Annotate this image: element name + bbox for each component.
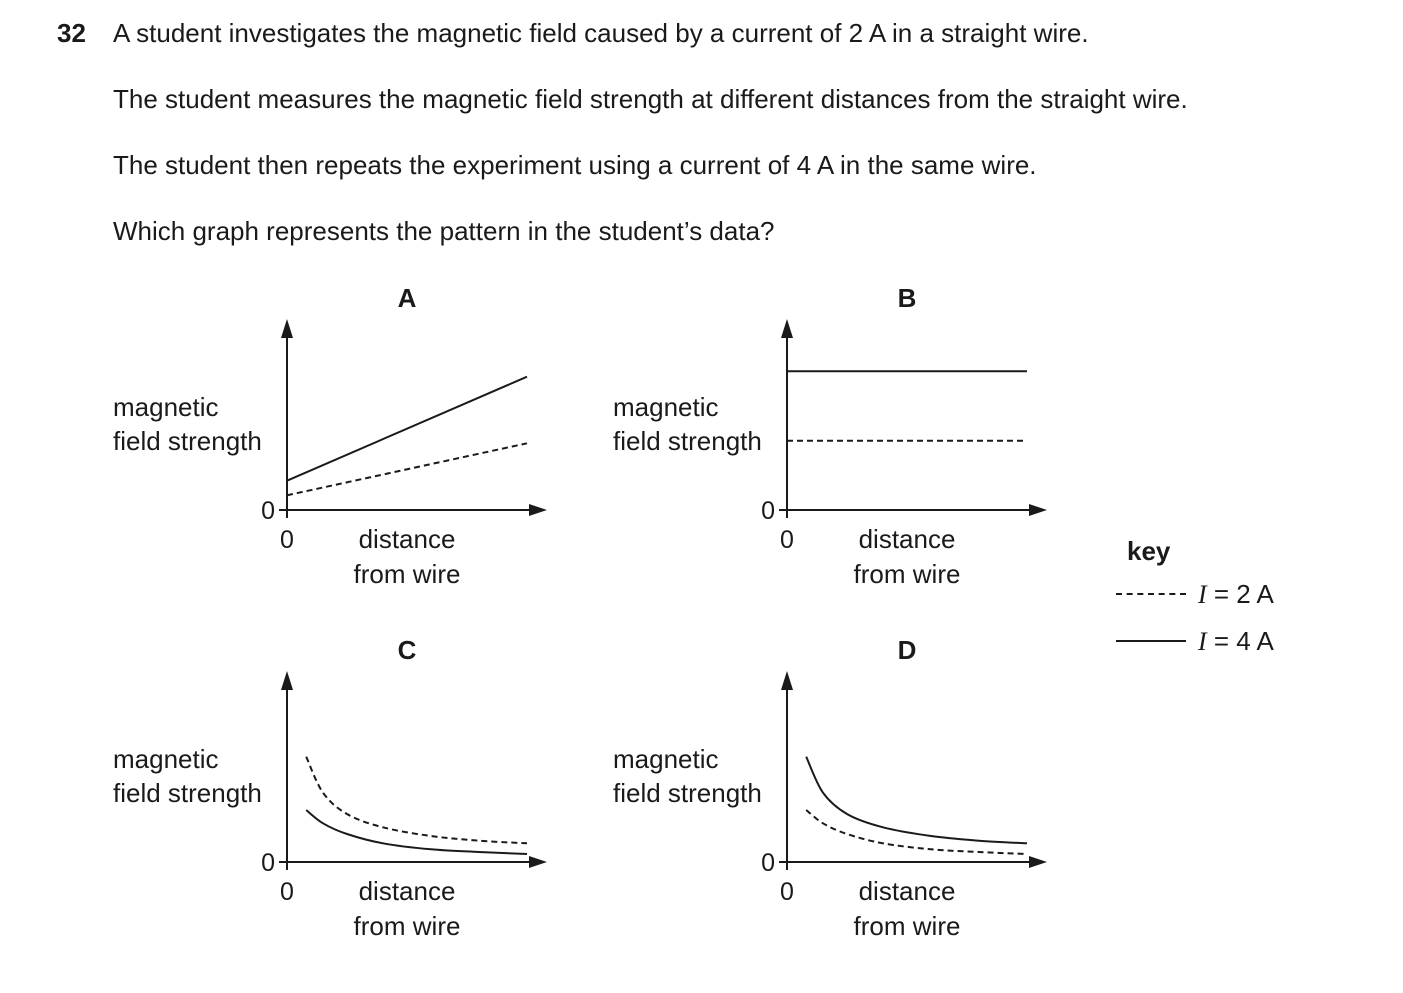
chart-d-x-axis-arrow: [1029, 856, 1047, 868]
chart-d-y-axis-arrow: [781, 671, 793, 690]
chart-c-title: C: [397, 635, 417, 665]
question-text-line-2: The student measures the magnetic field strength at different distances from the straight wire.: [113, 84, 1188, 114]
question-text-line-3: The student then repeats the experiment using a current of 4 A in the same wire.: [113, 150, 1037, 180]
key-value-4a: = 4 A: [1206, 626, 1274, 656]
chart-c-xlabel-line-1: distance: [358, 876, 456, 906]
chart-b-xlabel-line-1: distance: [858, 524, 956, 554]
chart-a-y-origin-label: 0: [261, 497, 275, 525]
chart-d-series-2a-dashed-line: [806, 810, 1027, 854]
chart-d-series-4a-solid-line: [806, 757, 1027, 844]
chart-d-x-origin-label: 0: [780, 878, 794, 906]
chart-c-ylabel-line-2: field strength: [113, 778, 262, 808]
chart-a-x-axis-arrow: [529, 504, 547, 516]
chart-a-y-axis-arrow: [281, 319, 293, 338]
chart-c-series-4a-solid-line: [306, 810, 527, 854]
question-number: 32: [57, 18, 86, 48]
chart-a-x-origin-label: 0: [280, 526, 294, 554]
chart-d-ylabel-line-2: field strength: [613, 778, 762, 808]
key-value-2a: = 2 A: [1206, 579, 1274, 609]
key-title: key: [1127, 536, 1171, 566]
chart-b-y-axis-arrow: [781, 319, 793, 338]
chart-a-xlabel-line-2: from wire: [353, 559, 461, 589]
chart-b-x-axis-arrow: [1029, 504, 1047, 516]
chart-c-x-origin-label: 0: [280, 878, 294, 906]
key-label-4a: [1198, 626, 1274, 657]
chart-b-xlabel-line-2: from wire: [853, 559, 961, 589]
key-label-2a: [1198, 579, 1274, 610]
chart-d-xlabel-line-1: distance: [858, 876, 956, 906]
chart-a-title: A: [397, 283, 417, 313]
chart-c-y-origin-label: 0: [261, 849, 275, 877]
chart-d-title: D: [897, 635, 917, 665]
chart-d-ylabel-line-1: magnetic: [613, 744, 719, 774]
key-solid-line: [1116, 640, 1186, 642]
chart-c-x-axis-arrow: [529, 856, 547, 868]
key-current-symbol: I: [1198, 580, 1207, 609]
chart-a-ylabel-line-2: field strength: [113, 426, 262, 456]
chart-a-series-4a-solid-line: [287, 377, 527, 481]
chart-c-y-axis-arrow: [281, 671, 293, 690]
question-prompt: Which graph represents the pattern in the student’s data?: [113, 216, 775, 246]
key-current-symbol: I: [1198, 627, 1207, 656]
chart-b-ylabel-line-1: magnetic: [613, 392, 719, 422]
chart-b-title: B: [897, 283, 917, 313]
chart-b-ylabel-line-2: field strength: [613, 426, 762, 456]
key-dashed-line: [1116, 593, 1186, 595]
question-text-line-1: A student investigates the magnetic field caused by a current of 2 A in a straight wire.: [113, 18, 1089, 48]
chart-a-xlabel-line-1: distance: [358, 524, 456, 554]
chart-a-ylabel-line-1: magnetic: [113, 392, 219, 422]
chart-d-y-origin-label: 0: [761, 849, 775, 877]
chart-a-series-2a-dashed-line: [287, 443, 527, 495]
chart-b-y-origin-label: 0: [761, 497, 775, 525]
chart-c-xlabel-line-2: from wire: [353, 911, 461, 941]
chart-d-xlabel-line-2: from wire: [853, 911, 961, 941]
chart-b-x-origin-label: 0: [780, 526, 794, 554]
chart-c-ylabel-line-1: magnetic: [113, 744, 219, 774]
key-item-2a: [1116, 579, 1316, 609]
key-item-4a: [1116, 626, 1316, 656]
